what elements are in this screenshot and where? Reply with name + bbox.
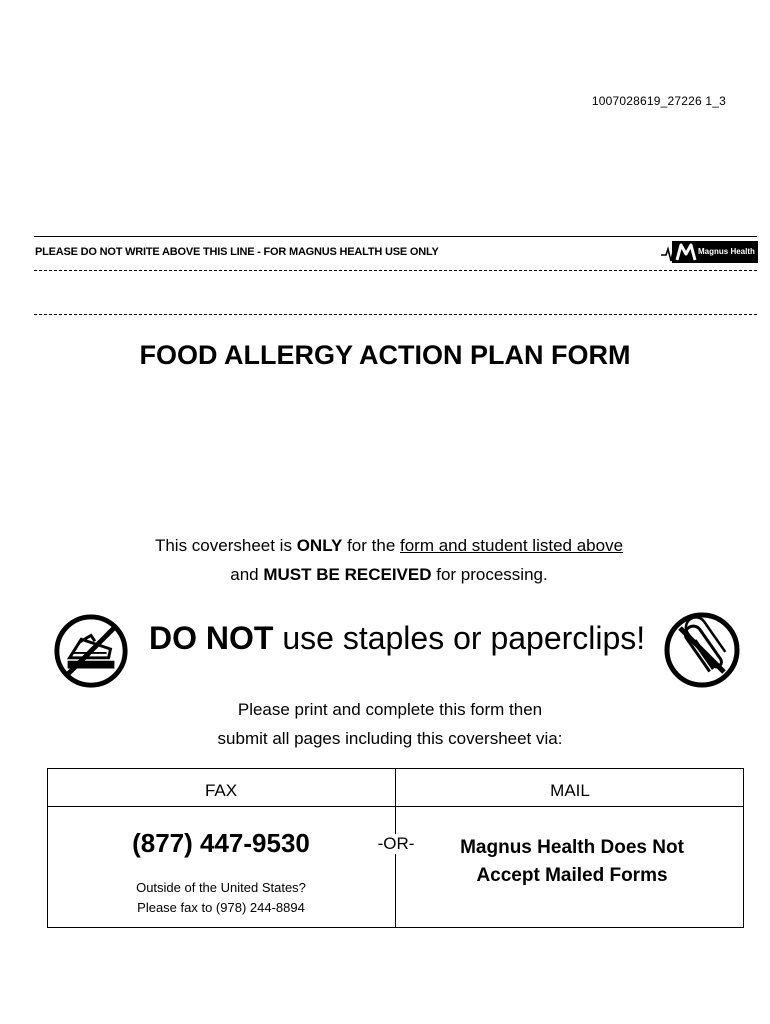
or-separator: -OR-	[360, 834, 432, 854]
use-only-notice: PLEASE DO NOT WRITE ABOVE THIS LINE - FOR MAGNUS HEALTH USE ONLY	[35, 246, 439, 258]
document-id: 1007028619_27226 1_3	[591, 94, 726, 108]
fax-column-header: FAX	[204, 781, 238, 800]
dashed-divider	[34, 314, 757, 315]
no-staples-icon	[52, 612, 130, 690]
mail-notice-line2: Accept Mailed Forms	[476, 865, 668, 886]
staples-warning: DO NOT use staples or paperclips!	[149, 620, 646, 656]
coversheet-note-line1: This coversheet is ONLY for the form and student listed above	[154, 536, 624, 555]
logo-text: Magnus Health	[698, 247, 755, 256]
dashed-divider	[34, 270, 757, 271]
m-logo-icon	[675, 242, 697, 262]
magnus-health-logo	[660, 240, 758, 266]
form-title: FOOD ALLERGY ACTION PLAN FORM	[139, 340, 631, 370]
international-fax-number: Please fax to (978) 244-8894	[137, 900, 305, 915]
top-divider-line	[34, 236, 757, 237]
instruction-line2: submit all pages including this coversheet via:	[217, 729, 563, 748]
no-paperclips-icon	[662, 610, 742, 690]
mail-notice-line1: Magnus Health Does Not	[460, 837, 684, 858]
instruction-line1: Please print and complete this form then	[237, 700, 543, 719]
fax-number: (877) 447-9530	[132, 828, 310, 858]
coversheet-note-line2: and MUST BE RECEIVED for processing.	[230, 565, 548, 584]
outside-us-note: Outside of the United States?	[136, 880, 306, 895]
mail-column-header: MAIL	[550, 781, 590, 800]
